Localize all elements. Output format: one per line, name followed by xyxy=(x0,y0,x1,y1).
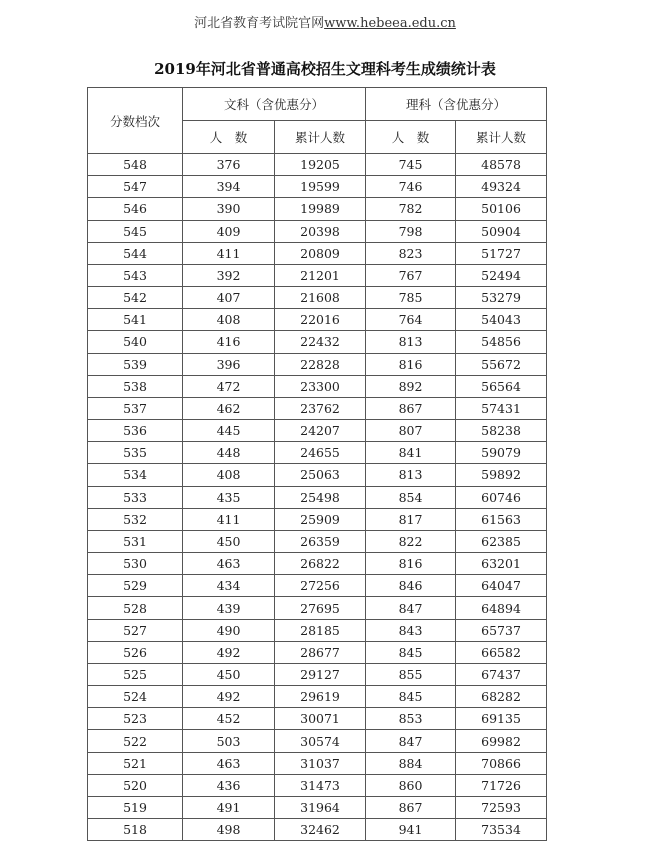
score-cell: 532 xyxy=(88,508,183,530)
li-cumulative-cell: 49324 xyxy=(456,176,547,198)
li-count-cell: 845 xyxy=(366,641,456,663)
li-cumulative-cell: 57431 xyxy=(456,397,547,419)
header-li-count: 人 数 xyxy=(366,121,456,154)
score-cell: 529 xyxy=(88,575,183,597)
li-count-cell: 843 xyxy=(366,619,456,641)
wen-count-cell: 434 xyxy=(183,575,275,597)
header-wen-count: 人 数 xyxy=(183,121,275,154)
table-row xyxy=(88,309,547,331)
wen-cumulative-cell: 28185 xyxy=(275,619,366,641)
table-row xyxy=(88,597,547,619)
wen-cumulative-cell: 25063 xyxy=(275,464,366,486)
score-cell: 548 xyxy=(88,154,183,176)
wen-count-cell: 396 xyxy=(183,353,275,375)
wen-count-cell: 450 xyxy=(183,530,275,552)
li-count-cell: 813 xyxy=(366,464,456,486)
wen-cumulative-cell: 24207 xyxy=(275,420,366,442)
li-cumulative-cell: 61563 xyxy=(456,508,547,530)
wen-count-cell: 498 xyxy=(183,819,275,841)
li-count-cell: 941 xyxy=(366,819,456,841)
score-statistics-table xyxy=(87,87,547,841)
li-count-cell: 867 xyxy=(366,796,456,818)
table-row xyxy=(88,486,547,508)
li-count-cell: 867 xyxy=(366,397,456,419)
wen-count-cell: 439 xyxy=(183,597,275,619)
li-cumulative-cell: 68282 xyxy=(456,686,547,708)
wen-count-cell: 408 xyxy=(183,309,275,331)
table-row xyxy=(88,819,547,841)
table-row xyxy=(88,730,547,752)
wen-count-cell: 463 xyxy=(183,752,275,774)
table-row xyxy=(88,287,547,309)
header-wen-cumulative: 累计人数 xyxy=(275,121,366,154)
table-row xyxy=(88,708,547,730)
wen-count-cell: 392 xyxy=(183,264,275,286)
wen-cumulative-cell: 20398 xyxy=(275,220,366,242)
wen-cumulative-cell: 32462 xyxy=(275,819,366,841)
li-cumulative-cell: 64894 xyxy=(456,597,547,619)
li-cumulative-cell: 65737 xyxy=(456,619,547,641)
score-cell: 542 xyxy=(88,287,183,309)
li-cumulative-cell: 55672 xyxy=(456,353,547,375)
li-cumulative-cell: 50106 xyxy=(456,198,547,220)
score-cell: 526 xyxy=(88,641,183,663)
li-count-cell: 746 xyxy=(366,176,456,198)
wen-cumulative-cell: 30574 xyxy=(275,730,366,752)
li-cumulative-cell: 70866 xyxy=(456,752,547,774)
li-cumulative-cell: 62385 xyxy=(456,530,547,552)
wen-count-cell: 416 xyxy=(183,331,275,353)
table-row xyxy=(88,686,547,708)
li-count-cell: 807 xyxy=(366,420,456,442)
wen-count-cell: 376 xyxy=(183,154,275,176)
table-body xyxy=(88,154,547,841)
wen-cumulative-cell: 22016 xyxy=(275,309,366,331)
wen-count-cell: 452 xyxy=(183,708,275,730)
header-li-cumulative: 累计人数 xyxy=(456,121,547,154)
table-row xyxy=(88,242,547,264)
score-cell: 531 xyxy=(88,530,183,552)
table-row xyxy=(88,663,547,685)
score-cell: 535 xyxy=(88,442,183,464)
li-cumulative-cell: 54856 xyxy=(456,331,547,353)
wen-cumulative-cell: 22432 xyxy=(275,331,366,353)
table-row xyxy=(88,619,547,641)
table-row xyxy=(88,796,547,818)
li-cumulative-cell: 72593 xyxy=(456,796,547,818)
table-row xyxy=(88,420,547,442)
li-count-cell: 813 xyxy=(366,331,456,353)
table-row xyxy=(88,464,547,486)
li-cumulative-cell: 50904 xyxy=(456,220,547,242)
score-cell: 544 xyxy=(88,242,183,264)
table-row xyxy=(88,353,547,375)
li-cumulative-cell: 64047 xyxy=(456,575,547,597)
table-row xyxy=(88,176,547,198)
li-count-cell: 823 xyxy=(366,242,456,264)
li-count-cell: 854 xyxy=(366,486,456,508)
li-cumulative-cell: 69982 xyxy=(456,730,547,752)
table-row xyxy=(88,375,547,397)
wen-cumulative-cell: 24655 xyxy=(275,442,366,464)
li-cumulative-cell: 58238 xyxy=(456,420,547,442)
wen-cumulative-cell: 29127 xyxy=(275,663,366,685)
score-cell: 538 xyxy=(88,375,183,397)
li-count-cell: 745 xyxy=(366,154,456,176)
li-count-cell: 782 xyxy=(366,198,456,220)
li-cumulative-cell: 69135 xyxy=(456,708,547,730)
score-cell: 518 xyxy=(88,819,183,841)
wen-cumulative-cell: 21201 xyxy=(275,264,366,286)
wen-count-cell: 491 xyxy=(183,796,275,818)
score-cell: 522 xyxy=(88,730,183,752)
table-row xyxy=(88,553,547,575)
header-score-level: 分数档次 xyxy=(88,88,183,154)
wen-cumulative-cell: 22828 xyxy=(275,353,366,375)
score-cell: 536 xyxy=(88,420,183,442)
wen-count-cell: 463 xyxy=(183,553,275,575)
li-count-cell: 845 xyxy=(366,686,456,708)
wen-count-cell: 435 xyxy=(183,486,275,508)
li-count-cell: 816 xyxy=(366,353,456,375)
li-count-cell: 816 xyxy=(366,553,456,575)
li-cumulative-cell: 59892 xyxy=(456,464,547,486)
table-row xyxy=(88,575,547,597)
score-cell: 520 xyxy=(88,774,183,796)
li-cumulative-cell: 56564 xyxy=(456,375,547,397)
score-cell: 545 xyxy=(88,220,183,242)
wen-cumulative-cell: 31473 xyxy=(275,774,366,796)
wen-cumulative-cell: 31037 xyxy=(275,752,366,774)
li-cumulative-cell: 71726 xyxy=(456,774,547,796)
wen-count-cell: 409 xyxy=(183,220,275,242)
page-title: 2019年河北省普通高校招生文理科考生成绩统计表 xyxy=(154,60,496,78)
li-cumulative-cell: 63201 xyxy=(456,553,547,575)
wen-cumulative-cell: 19205 xyxy=(275,154,366,176)
table-row xyxy=(88,774,547,796)
li-cumulative-cell: 66582 xyxy=(456,641,547,663)
wen-cumulative-cell: 26359 xyxy=(275,530,366,552)
li-cumulative-cell: 67437 xyxy=(456,663,547,685)
table-row xyxy=(88,331,547,353)
score-cell: 540 xyxy=(88,331,183,353)
li-count-cell: 841 xyxy=(366,442,456,464)
li-count-cell: 817 xyxy=(366,508,456,530)
wen-cumulative-cell: 27695 xyxy=(275,597,366,619)
wen-cumulative-cell: 28677 xyxy=(275,641,366,663)
score-cell: 528 xyxy=(88,597,183,619)
site-url-link[interactable]: www.hebeea.edu.cn xyxy=(324,16,456,31)
li-cumulative-cell: 48578 xyxy=(456,154,547,176)
table-row xyxy=(88,442,547,464)
site-name: 河北省教育考试院官网 xyxy=(194,16,325,31)
table-row xyxy=(88,264,547,286)
wen-cumulative-cell: 19599 xyxy=(275,176,366,198)
li-count-cell: 785 xyxy=(366,287,456,309)
wen-cumulative-cell: 30071 xyxy=(275,708,366,730)
li-count-cell: 892 xyxy=(366,375,456,397)
wen-cumulative-cell: 20809 xyxy=(275,242,366,264)
li-count-cell: 847 xyxy=(366,730,456,752)
table-row xyxy=(88,397,547,419)
wen-count-cell: 411 xyxy=(183,242,275,264)
li-count-cell: 764 xyxy=(366,309,456,331)
score-cell: 524 xyxy=(88,686,183,708)
wen-count-cell: 394 xyxy=(183,176,275,198)
li-cumulative-cell: 51727 xyxy=(456,242,547,264)
score-cell: 525 xyxy=(88,663,183,685)
score-cell: 521 xyxy=(88,752,183,774)
score-cell: 541 xyxy=(88,309,183,331)
wen-count-cell: 445 xyxy=(183,420,275,442)
wen-cumulative-cell: 23300 xyxy=(275,375,366,397)
table-row xyxy=(88,641,547,663)
header-science: 理科（含优惠分） xyxy=(366,88,547,121)
table-row xyxy=(88,198,547,220)
li-cumulative-cell: 53279 xyxy=(456,287,547,309)
score-cell: 546 xyxy=(88,198,183,220)
wen-count-cell: 436 xyxy=(183,774,275,796)
wen-count-cell: 407 xyxy=(183,287,275,309)
li-count-cell: 822 xyxy=(366,530,456,552)
wen-count-cell: 450 xyxy=(183,663,275,685)
wen-cumulative-cell: 23762 xyxy=(275,397,366,419)
li-cumulative-cell: 60746 xyxy=(456,486,547,508)
score-cell: 527 xyxy=(88,619,183,641)
score-cell: 537 xyxy=(88,397,183,419)
li-count-cell: 846 xyxy=(366,575,456,597)
li-count-cell: 847 xyxy=(366,597,456,619)
score-cell: 547 xyxy=(88,176,183,198)
site-header xyxy=(0,12,650,31)
li-cumulative-cell: 52494 xyxy=(456,264,547,286)
table-row xyxy=(88,508,547,530)
wen-cumulative-cell: 25498 xyxy=(275,486,366,508)
table-row xyxy=(88,530,547,552)
wen-cumulative-cell: 29619 xyxy=(275,686,366,708)
wen-count-cell: 492 xyxy=(183,641,275,663)
table-row xyxy=(88,752,547,774)
score-cell: 543 xyxy=(88,264,183,286)
wen-count-cell: 411 xyxy=(183,508,275,530)
wen-count-cell: 490 xyxy=(183,619,275,641)
li-cumulative-cell: 54043 xyxy=(456,309,547,331)
wen-cumulative-cell: 27256 xyxy=(275,575,366,597)
score-cell: 534 xyxy=(88,464,183,486)
wen-count-cell: 448 xyxy=(183,442,275,464)
table-row xyxy=(88,154,547,176)
li-count-cell: 855 xyxy=(366,663,456,685)
li-cumulative-cell: 73534 xyxy=(456,819,547,841)
score-cell: 533 xyxy=(88,486,183,508)
wen-count-cell: 503 xyxy=(183,730,275,752)
wen-cumulative-cell: 25909 xyxy=(275,508,366,530)
wen-count-cell: 390 xyxy=(183,198,275,220)
score-cell: 530 xyxy=(88,553,183,575)
score-cell: 523 xyxy=(88,708,183,730)
li-count-cell: 798 xyxy=(366,220,456,242)
header-liberal-arts: 文科（含优惠分） xyxy=(183,88,366,121)
score-cell: 519 xyxy=(88,796,183,818)
wen-count-cell: 492 xyxy=(183,686,275,708)
li-count-cell: 767 xyxy=(366,264,456,286)
li-cumulative-cell: 59079 xyxy=(456,442,547,464)
li-count-cell: 860 xyxy=(366,774,456,796)
wen-cumulative-cell: 19989 xyxy=(275,198,366,220)
score-cell: 539 xyxy=(88,353,183,375)
wen-count-cell: 408 xyxy=(183,464,275,486)
li-count-cell: 853 xyxy=(366,708,456,730)
wen-cumulative-cell: 31964 xyxy=(275,796,366,818)
wen-cumulative-cell: 21608 xyxy=(275,287,366,309)
wen-cumulative-cell: 26822 xyxy=(275,553,366,575)
table-row xyxy=(88,220,547,242)
wen-count-cell: 472 xyxy=(183,375,275,397)
li-count-cell: 884 xyxy=(366,752,456,774)
wen-count-cell: 462 xyxy=(183,397,275,419)
